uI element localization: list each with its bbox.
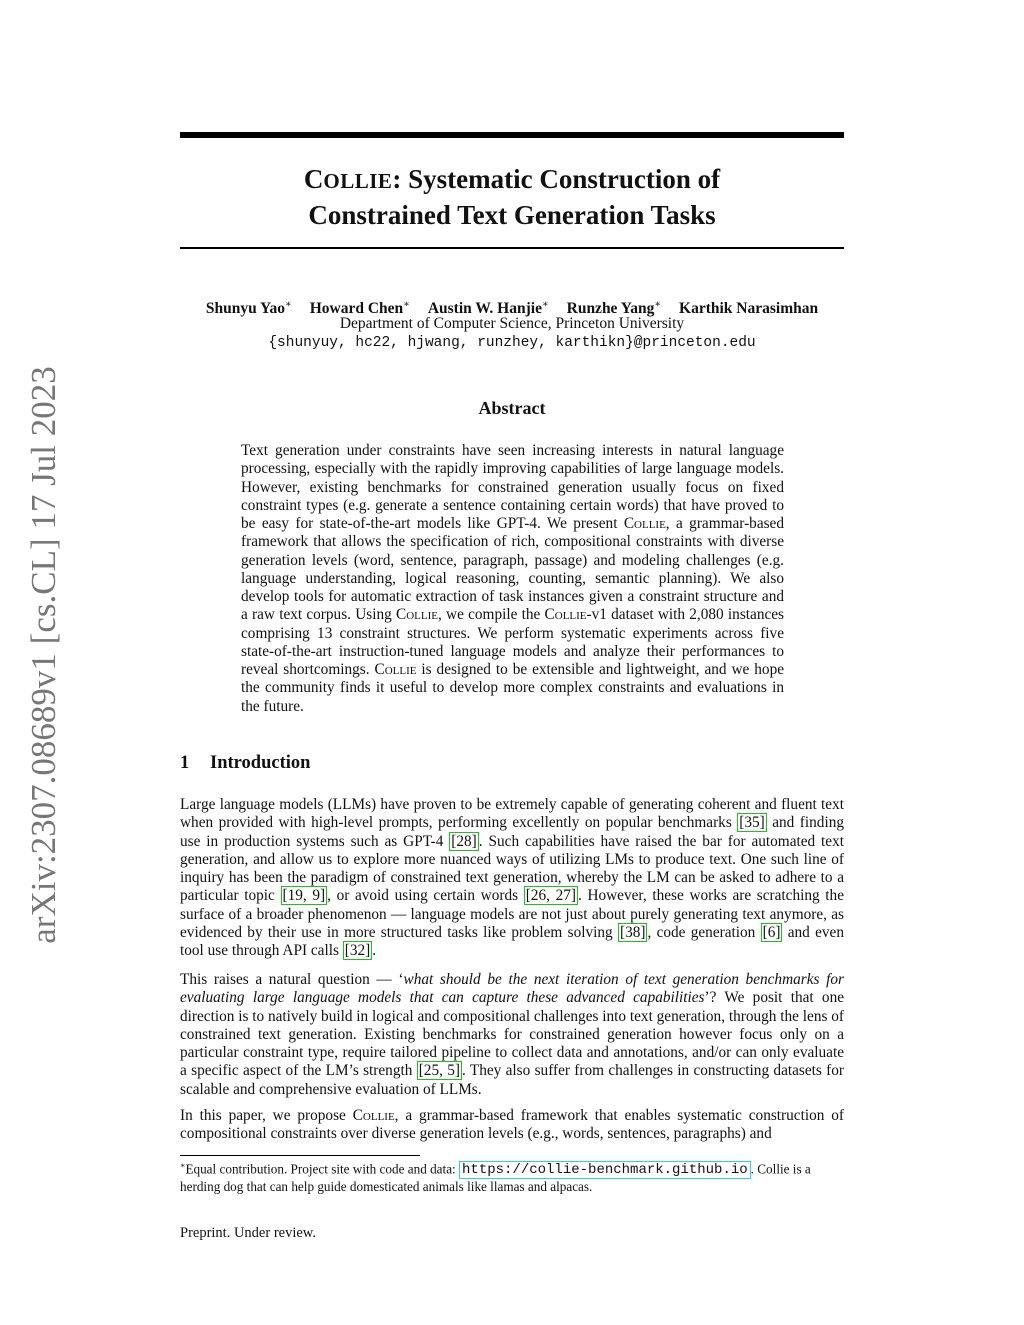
citation-link[interactable]: [26, 27] — [525, 887, 576, 905]
author-emails: {shunyuy, hc22, hjwang, runzhey, karthikn}@princeton.edu — [268, 335, 756, 351]
preprint-note: Preprint. Under review. — [180, 1225, 316, 1241]
intro-paragraph-2: This raises a natural question — ‘what should be the next iteration of text generation benchmarks for evaluating large language models that can capture these advanced capabilities’? We posit that one direction is to natively build in logical and compositional challenges into text generation, through the lens of constrained text generation. Existing benchmarks for constrained generation however focus only on a particular constraint type, require tailored pipeline to collect data and annotations, and/or can only evaluate a specific aspect of the LM’s strength [25, 5] . They also suffer from challenges in constructing datasets for scalable and comprehensive evaluation of LLMs. — [180, 971, 845, 1098]
author-name: Karthik Narasimhan — [679, 300, 819, 318]
citation-link[interactable]: [35] — [739, 814, 765, 832]
citation-link[interactable]: [6] — [762, 924, 781, 942]
section-heading-introduction: 1 Introduction — [180, 753, 311, 773]
author-name: Austin W. Hanjie∗ — [427, 299, 549, 318]
citation-link[interactable]: [28] — [451, 832, 477, 850]
abstract-heading: Abstract — [478, 398, 546, 418]
footnote: ∗Equal contribution. Project site with code and data: https://collie-benchmark.github.io . Collie is a herding dog that can help guide domesticated animals like llamas and alpacas. — [180, 1161, 811, 1194]
abstract-text: Text generation under constraints have seen increasing interests in natural language processing, especially with the rapidly improving capabilities of large language models. However, existing benchmarks for constrained generation usually focus on fixed constraint types (e.g. generate a sentence containing certain words) that have proved to be easy for state-of-the-art models like GPT-4. We present Collie, a grammar-based framework that allows the specification of rich, compositional constraints with diverse generation levels (word, sentence, paragraph, passage) and modeling challenges (e.g. language understanding, logical reasoning, counting, semantic planning). We also develop tools for automatic extraction of task instances given a constraint structure and a raw text corpus. Using Collie, we compile the Collie-v1 dataset with 2,080 instances comprising 13 constraint structures. We perform systematic experiments across five state-of-the-art instruction-tuned language models and analyze their performances to reveal shortcomings. Collie is designed to be extensible and lightweight, and we hope the community finds it useful to develop more complex constraints and evaluations in the future. — [241, 442, 785, 715]
citation-link[interactable]: [32] — [344, 942, 371, 960]
affiliation: Department of Computer Science, Princeton University — [339, 315, 685, 332]
citation-link[interactable]: [19, 9] — [282, 887, 326, 905]
title-bottom-rule — [180, 247, 844, 249]
citation-link[interactable]: [25, 5] — [418, 1062, 460, 1080]
intro-paragraph-3: In this paper, we propose Collie, a grammar-based framework that enables systematic construction of compositional constraints over diverse generation levels (e.g., words, sentences, paragraphs) and — [180, 1107, 844, 1143]
author-name: Howard Chen∗ — [309, 299, 410, 318]
footnote-rule — [180, 1155, 420, 1156]
author-name: Shunyu Yao∗ — [205, 299, 292, 318]
project-site-link[interactable]: https://collie-benchmark.github.io — [459, 1161, 751, 1179]
paper-title: COLLIE: Systematic Construction of Constrained Text Generation Tasks — [303, 164, 721, 230]
citation-link[interactable]: [38] — [619, 924, 646, 942]
author-name: Runzhe Yang∗ — [566, 299, 662, 318]
intro-paragraph-1: Large language models (LLMs) have proven to be extremely capable of generating coherent and fluent text when provided with high-level prompts, performing excellently on popular benchmarks [35] and finding use in production systems such as GPT-4 [28] . Such capabilities have raised the bar for automated text generation, and allow us to explore more nuanced ways of utilizing LMs to produce text. One such line of inquiry has been the paradigm of constrained text generation, whereby the LM can be asked to adhere to a particular topic [19, 9] , or avoid using certain words [26, 27] . However, these works are scratching the surface of a broader phenomenon — language models are not just about purely generating text anymore, as evidenced by their use in more structured tasks like problem solving [38] , code generation [6] and even tool use through API calls [32] . — [180, 796, 844, 960]
arxiv-identifier-stamp: arXiv:2307.08689v1 [cs.CL] 17 Jul 2023 — [24, 366, 63, 944]
title-top-rule — [180, 132, 844, 138]
